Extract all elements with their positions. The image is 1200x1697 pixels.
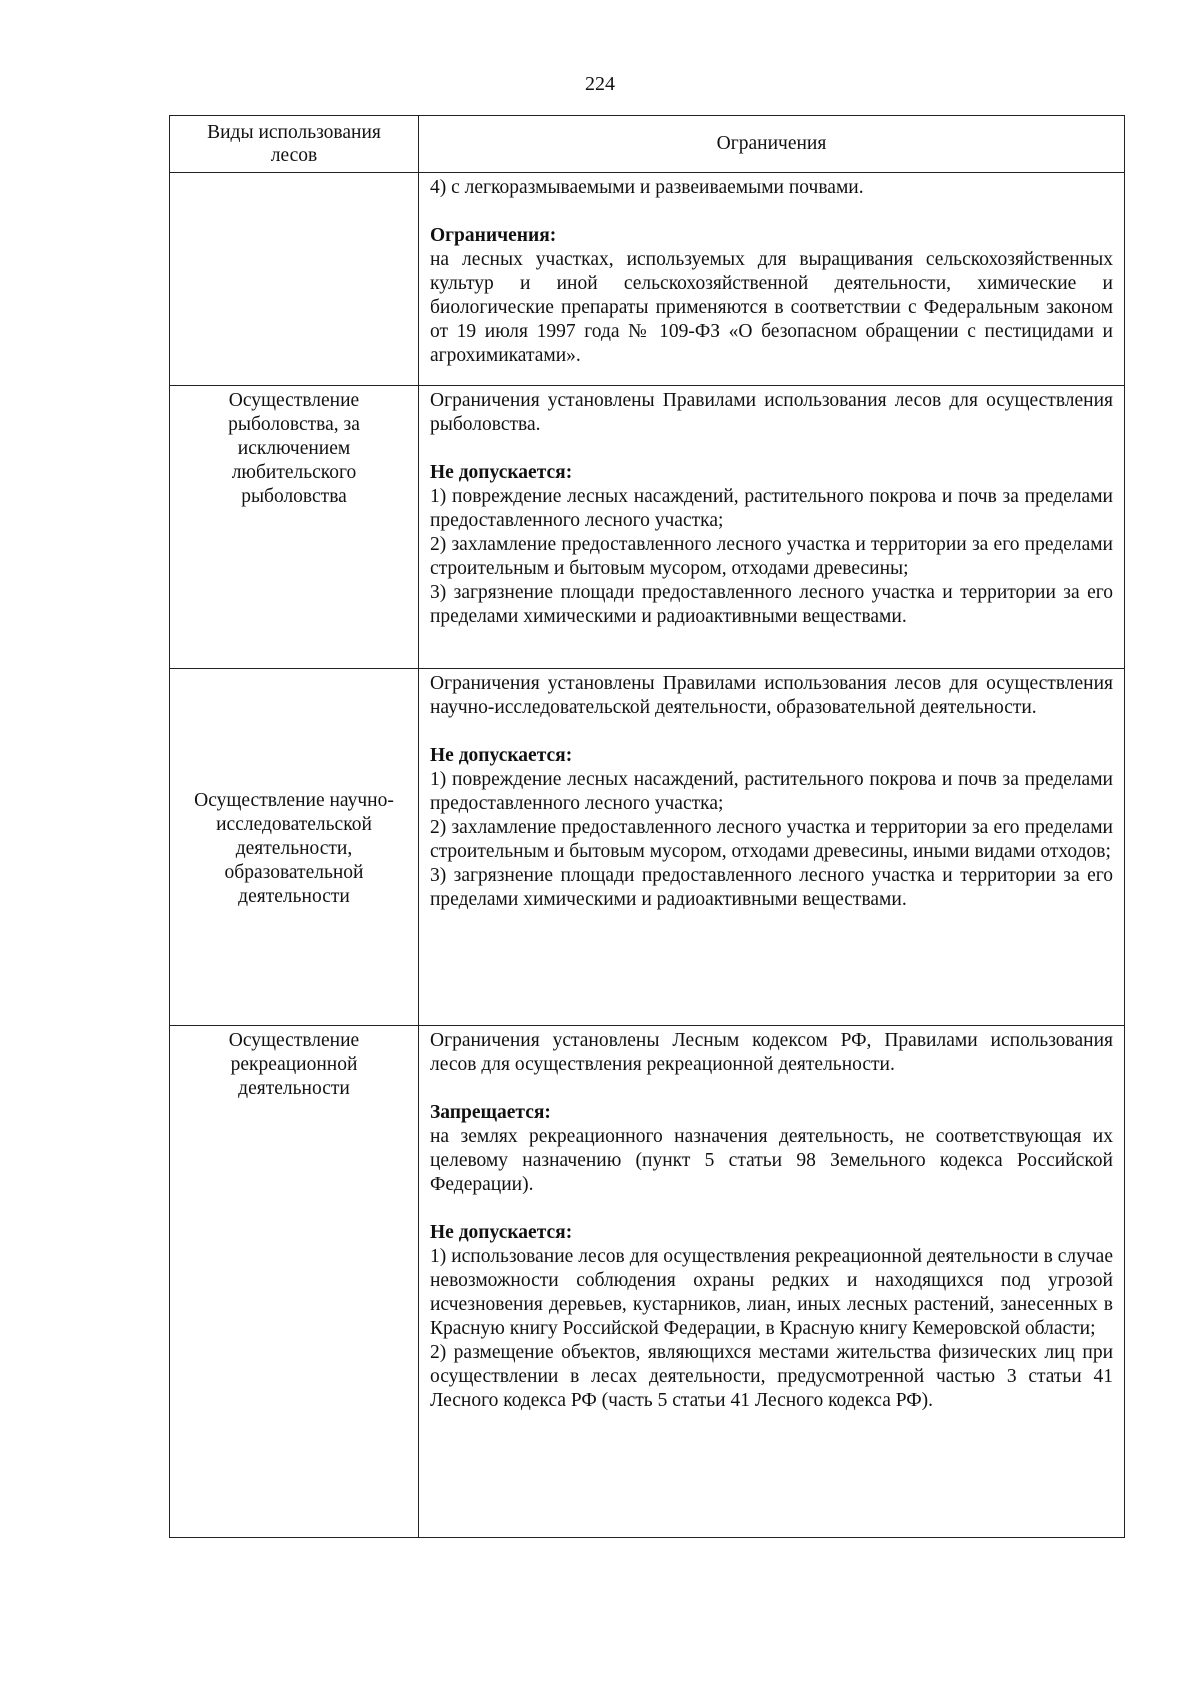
table-row xyxy=(170,386,1125,669)
table-header-row xyxy=(170,116,1125,173)
row-limits-cell xyxy=(419,173,1125,386)
header-kind: Виды использования лесов xyxy=(170,116,419,173)
row-kind-cell: Осуществление научно-исследовательской деятельности, образовательной деятельности xyxy=(170,669,419,1026)
limits-paragraph: Ограничения установлены Правилами использования лесов для осуществления рыболовства. xyxy=(430,390,1113,435)
limits-heading: Запрещается: xyxy=(430,1102,551,1123)
limits-paragraph: Ограничения установлены Правилами использования лесов для осуществления научно-исследовательской деятельности, образовательной деятельности. xyxy=(430,673,1113,718)
limits-paragraph: 4) с легкоразмываемыми и развеиваемыми почвами. xyxy=(430,177,864,198)
limits-list-item: 2) захламление предоставленного лесного участка и территории за его пределами строительным и бытовым мусором, отходами древесины; xyxy=(430,534,1113,579)
limits-list-item: 2) размещение объектов, являющихся местами жительства физических лиц при осуществлении в лесах деятельности, предусмотренной частью 3 статьи 41 Лесного кодекса РФ (часть 5 статьи 41 Лесного кодекса РФ). xyxy=(430,1342,1113,1411)
table-row xyxy=(170,173,1125,386)
table-row xyxy=(170,1026,1125,1538)
restrictions-table xyxy=(169,115,1125,1538)
page-number: 224 xyxy=(585,73,615,95)
limits-paragraph: на лесных участках, используемых для выращивания сельскохозяйственных культур и иной сельскохозяйственной деятельности, химические и биологические препараты применяются в соответствии с Федеральным законом от 19 июля 1997 года № 109-ФЗ «О безопасном обращении с пестицидами и агрохимикатами». xyxy=(430,249,1113,366)
limits-heading: Не допускается: xyxy=(430,1222,573,1243)
header-limits: Ограничения xyxy=(419,116,1125,173)
limits-list-item: 1) использование лесов для осуществления рекреационной деятельности в случае невозможности соблюдения охраны редких и находящихся под угрозой исчезновения деревьев, кустарников, лиан, иных лесных растений, занесенных в Красную книгу Российской Федерации, в Красную книгу Кемеровской области; xyxy=(430,1246,1113,1339)
row-limits-cell xyxy=(419,386,1125,669)
limits-list-item: 1) повреждение лесных насаждений, растительного покрова и почв за пределами предоставленного лесного участка; xyxy=(430,769,1113,814)
limits-list-item: 3) загрязнение площади предоставленного лесного участка и территории за его пределами химическими и радиоактивными веществами. xyxy=(430,865,1113,910)
row-limits-cell xyxy=(419,1026,1125,1538)
limits-heading: Не допускается: xyxy=(430,745,573,766)
limits-list-item: 1) повреждение лесных насаждений, растительного покрова и почв за пределами предоставленного лесного участка; xyxy=(430,486,1113,531)
limits-heading: Ограничения: xyxy=(430,225,557,246)
limits-list-item: 2) захламление предоставленного лесного участка и территории за его пределами строительным и бытовым мусором, отходами древесины, иными видами отходов; xyxy=(430,817,1113,862)
limits-heading: Не допускается: xyxy=(430,462,573,483)
limits-paragraph: на землях рекреационного назначения деятельность, не соответствующая их целевому назначению (пункт 5 статьи 98 Земельного кодекса Российской Федерации). xyxy=(430,1126,1113,1195)
row-kind-cell: Осуществление рыболовства, за исключением любительского рыболовства xyxy=(170,386,419,669)
limits-paragraph: Ограничения установлены Лесным кодексом РФ, Правилами использования лесов для осуществления рекреационной деятельности. xyxy=(430,1030,1113,1075)
limits-list-item: 3) загрязнение площади предоставленного лесного участка и территории за его пределами химическими и радиоактивными веществами. xyxy=(430,582,1113,627)
table-row xyxy=(170,669,1125,1026)
row-kind-cell: Осуществление рекреационной деятельности xyxy=(170,1026,419,1538)
row-limits-cell xyxy=(419,669,1125,1026)
row-kind-cell xyxy=(170,173,419,386)
